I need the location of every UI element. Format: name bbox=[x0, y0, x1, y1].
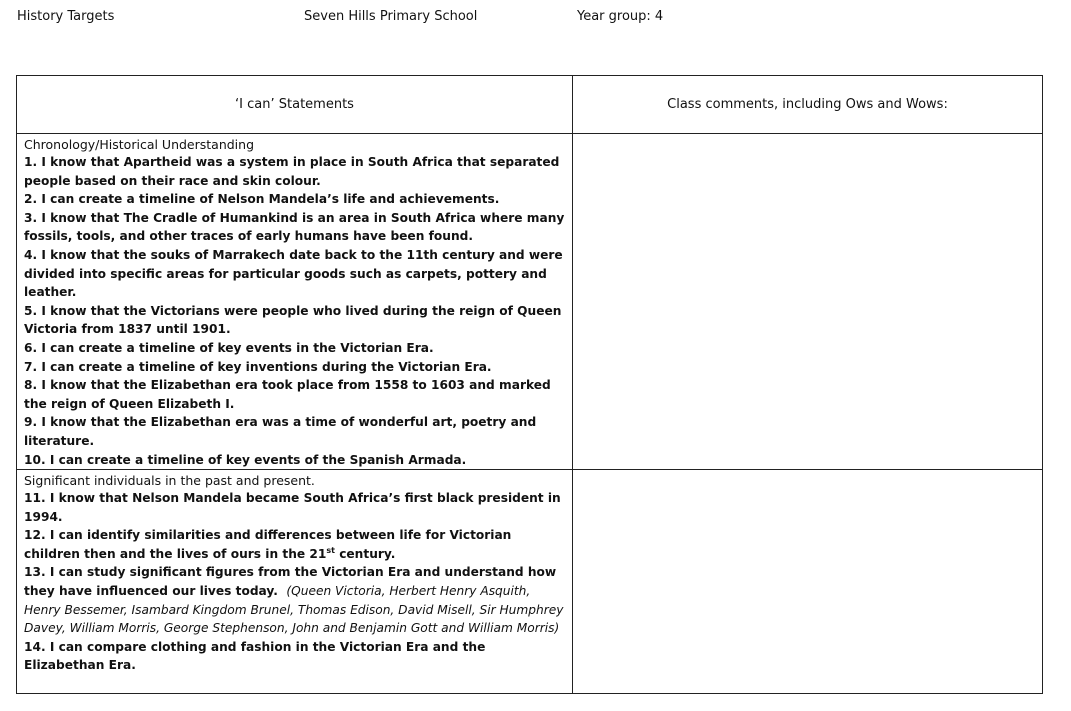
comments-cell[interactable] bbox=[573, 134, 1043, 470]
statement bbox=[24, 563, 566, 637]
statement: 1. I know that Apartheid was a system in place in South Africa that separated people based on their race and skin colour. bbox=[24, 155, 560, 188]
table-header-row bbox=[17, 76, 1043, 134]
year-group: Year group: 4 bbox=[577, 9, 664, 24]
statement: 9. I know that the Elizabethan era was a time of wonderful art, poetry and literature. bbox=[24, 415, 537, 448]
statements-cell bbox=[17, 470, 573, 694]
statement-tail: century. bbox=[334, 546, 396, 561]
i-can-statements-header: ‘I can’ Statements bbox=[17, 76, 573, 134]
class-comments-header: Class comments, including Ows and Wows: bbox=[573, 76, 1043, 134]
statement: 2. I can create a timeline of Nelson Mandela’s life and achievements. bbox=[24, 192, 500, 207]
statement: 8. I know that the Elizabethan era took place from 1558 to 1603 and marked the reign of Queen Elizabeth I. bbox=[24, 378, 551, 411]
table-row bbox=[17, 470, 1043, 694]
section-title: Chronology/Historical Understanding bbox=[24, 137, 255, 152]
figures-note: (Queen Victoria, Herbert Henry Asquith, Henry Bessemer, Isambard Kingdom Brunel, Thomas Edison, David Misell, Sir Humphrey Davey, William Morris, George Stephenson, John and Benjamin Gott and William Morris) bbox=[24, 584, 564, 636]
statement: 3. I know that The Cradle of Humankind is an area in South Africa where many fossils, tools, and other traces of early humans have been found. bbox=[24, 210, 565, 244]
statement: 11. I know that Nelson Mandela became South Africa’s first black president in 1994. bbox=[24, 491, 561, 524]
statement: 10. I can create a timeline of key events of the Spanish Armada. bbox=[24, 452, 467, 467]
subject-heading: History Targets bbox=[17, 9, 115, 24]
statements-cell bbox=[17, 134, 573, 470]
school-name: Seven Hills Primary School bbox=[304, 9, 478, 24]
statement: 6. I can create a timeline of key events in the Victorian Era. bbox=[24, 340, 434, 355]
statement-text: 13. I can study significant figures from the Victorian Era and understand how they have influenced our lives today. bbox=[24, 565, 557, 599]
ordinal-suffix: st bbox=[326, 545, 335, 555]
statement: 14. I can compare clothing and fashion in the Victorian Era and the Elizabethan Era. bbox=[24, 639, 486, 673]
statement: 4. I know that the souks of Marrakech date back to the 11th century and were divided into specific areas for particular goods such as carpets, pottery and leather. bbox=[24, 247, 563, 300]
section-title: Significant individuals in the past and present. bbox=[24, 473, 315, 489]
statement-text: 12. I can identify similarities and differences between life for Victorian children then and the lives of ours in the 21 bbox=[24, 528, 512, 561]
table-row bbox=[17, 134, 1043, 470]
targets-table bbox=[16, 75, 1043, 694]
comments-cell[interactable] bbox=[573, 470, 1043, 694]
statement: 5. I know that the Victorians were people who lived during the reign of Queen Victoria from 1837 until 1901. bbox=[24, 303, 562, 337]
statement bbox=[24, 526, 566, 563]
statement: 7. I can create a timeline of key inventions during the Victorian Era. bbox=[24, 359, 492, 374]
